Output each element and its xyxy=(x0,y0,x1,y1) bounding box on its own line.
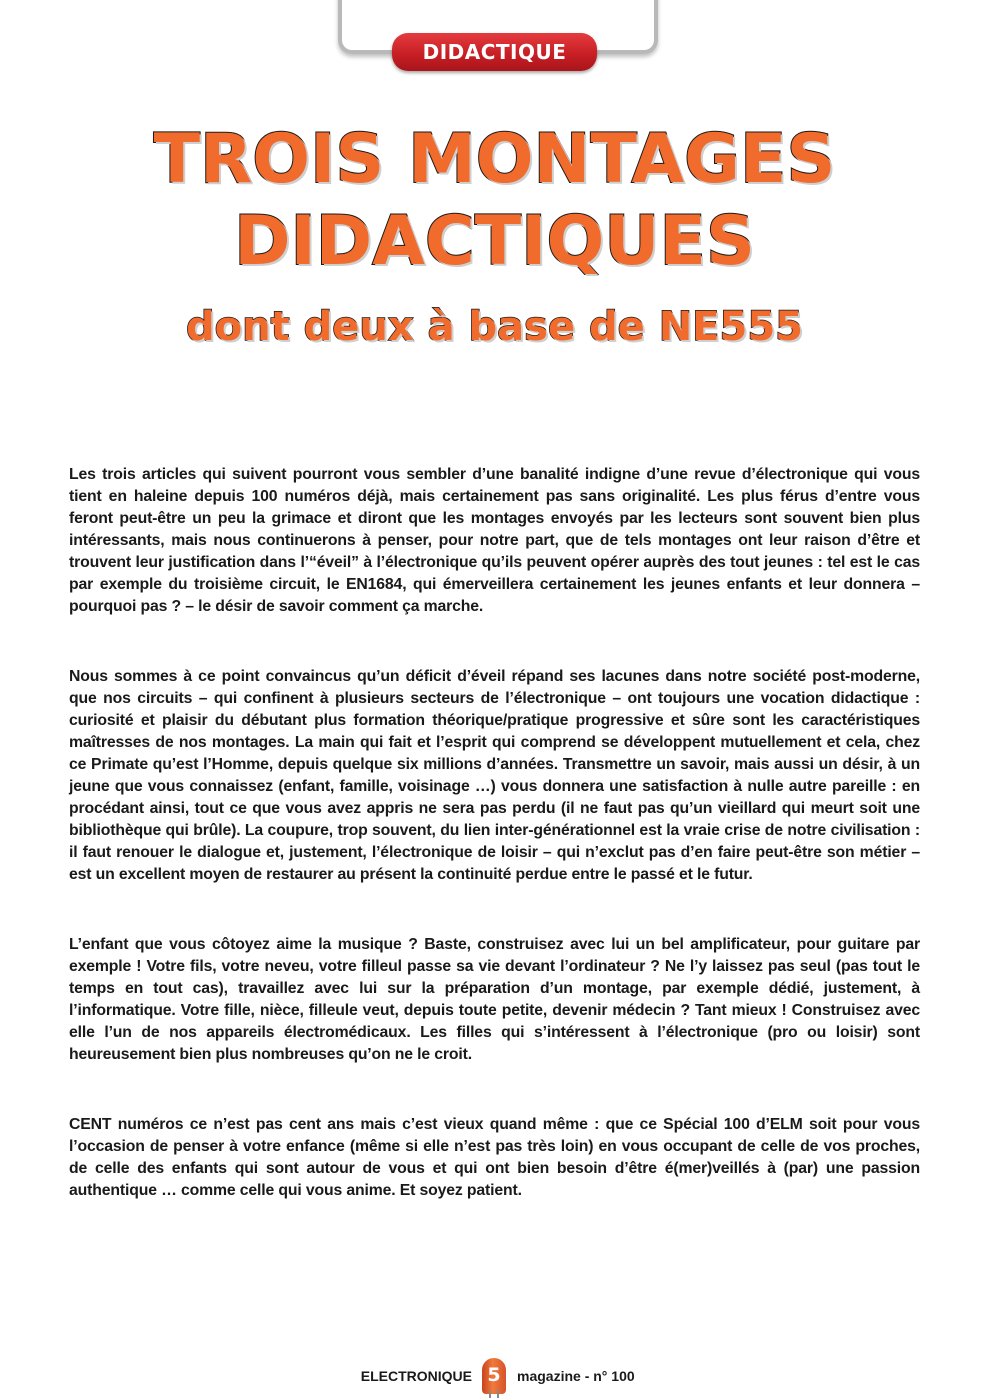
section-badge: DIDACTIQUE xyxy=(392,33,597,71)
article-title-line1: TROIS MONTAGES xyxy=(153,120,836,199)
article-title-line2: DIDACTIQUES xyxy=(234,202,755,281)
paragraph-2: Nous sommes à ce point convaincus qu’un déficit d’éveil répand ses lacunes dans notre société post-moderne, que nos circuits – qui confinent à plusieurs secteurs de l’électronique – ont toujours une vocation didactique : curiosité et plaisir du débutant plus formation théorique/pratique progressive et sûre sont les caractéristiques maîtresses de nos montages. La main qui fait et l’esprit qui comprend se développent mutuellement et cela, chez ce Primate qu’est l’Homme, depuis quelque six millions d’années. Transmettre un savoir, mais aussi un désir, à un jeune que vous connaissez (enfant, famille, voisinage …) vous donnera une satisfaction à nulle autre pareille : en procédant ainsi, tout ce que vous avez appris ne sera pas perdu (il ne faut pas qu’un vieillard qui meurt soit une bibliothèque qui brûle). La coupure, trop souvent, du lien inter-générationnel est la vraie crise de notre civilisation : il faut renouer le dialogue et, justement, l’électronique de loisir – qui n’exclut pas d’en faire peut-être son métier – est un excellent moyen de restaurer au présent la continuité perdue entre le passé et le futur. xyxy=(69,668,920,883)
article-subtitle: dont deux à base de NE555 xyxy=(186,304,803,350)
led-leg-left xyxy=(489,1390,491,1398)
paragraph-4: CENT numéros ce n’est pas cent ans mais c’est vieux quand même : que ce Spécial 100 d’ELM soit pour vous l’occasion de penser à votre enfance (même si elle n’est pas très loin) en vous occupant de celle de vos proches, de celle des enfants qui sont autour de vous et qui ont bien besoin d’être é(mer)veillés à (par) une passion authentique … comme celle qui vous anime. Et soyez patient. xyxy=(69,1116,920,1199)
footer-magazine-name: ELECTRONIQUE xyxy=(360,1368,472,1384)
paragraph-3: L’enfant que vous côtoyez aime la musique ? Baste, construisez avec lui un bel amplificateur, pour guitare par exemple ! Votre fils, votre neveu, votre filleul passe sa vie devant l’ordinateur ? Ne l’y laissez pas seul (pas tout le temps en tout cas), travaillez avec lui sur la préparation d’un montage, par exemple dédié, justement, à l’informatique. Votre fille, nièce, filleule veut, depuis toute petite, devenir médecin ? Tant mieux ! Construisez avec elle l’un de nos appareils électromédicaux. Les filles qui s’intéressent à l’électronique (pro ou loisir) sont heureusement bien plus nombreuses qu’on ne le croit. xyxy=(69,936,920,1063)
article-body xyxy=(69,464,920,1250)
paragraph-1: Les trois articles qui suivent pourront vous sembler d’une banalité indigne d’une revue d’électronique qui vous tient en haleine depuis 100 numéros déjà, mais certainement pas sans originalité. Les plus férus d’entre vous feront peut-être un peu la grimace et diront que les montages envoyés par les lecteurs sont souvent bien plus intéressants, mais nous continuerons à penser, pour notre part, que de tels montages ont leur raison d’être et trouvent leur justification dans l’“éveil” à l’électronique qu’ils peuvent opérer auprès des tout jeunes : tel est le cas par exemple du troisième circuit, le EN1684, qui émerveillera certainement les jeunes enfants et leur donnera – pourquoi pas ? – le désir de savoir comment ça marche. xyxy=(69,466,920,615)
page-footer xyxy=(0,1362,989,1392)
led-leg-right xyxy=(497,1390,499,1398)
page-number-led-icon xyxy=(482,1358,506,1394)
page-number: 5 xyxy=(487,1364,501,1386)
footer-issue: magazine - n° 100 xyxy=(517,1368,635,1384)
